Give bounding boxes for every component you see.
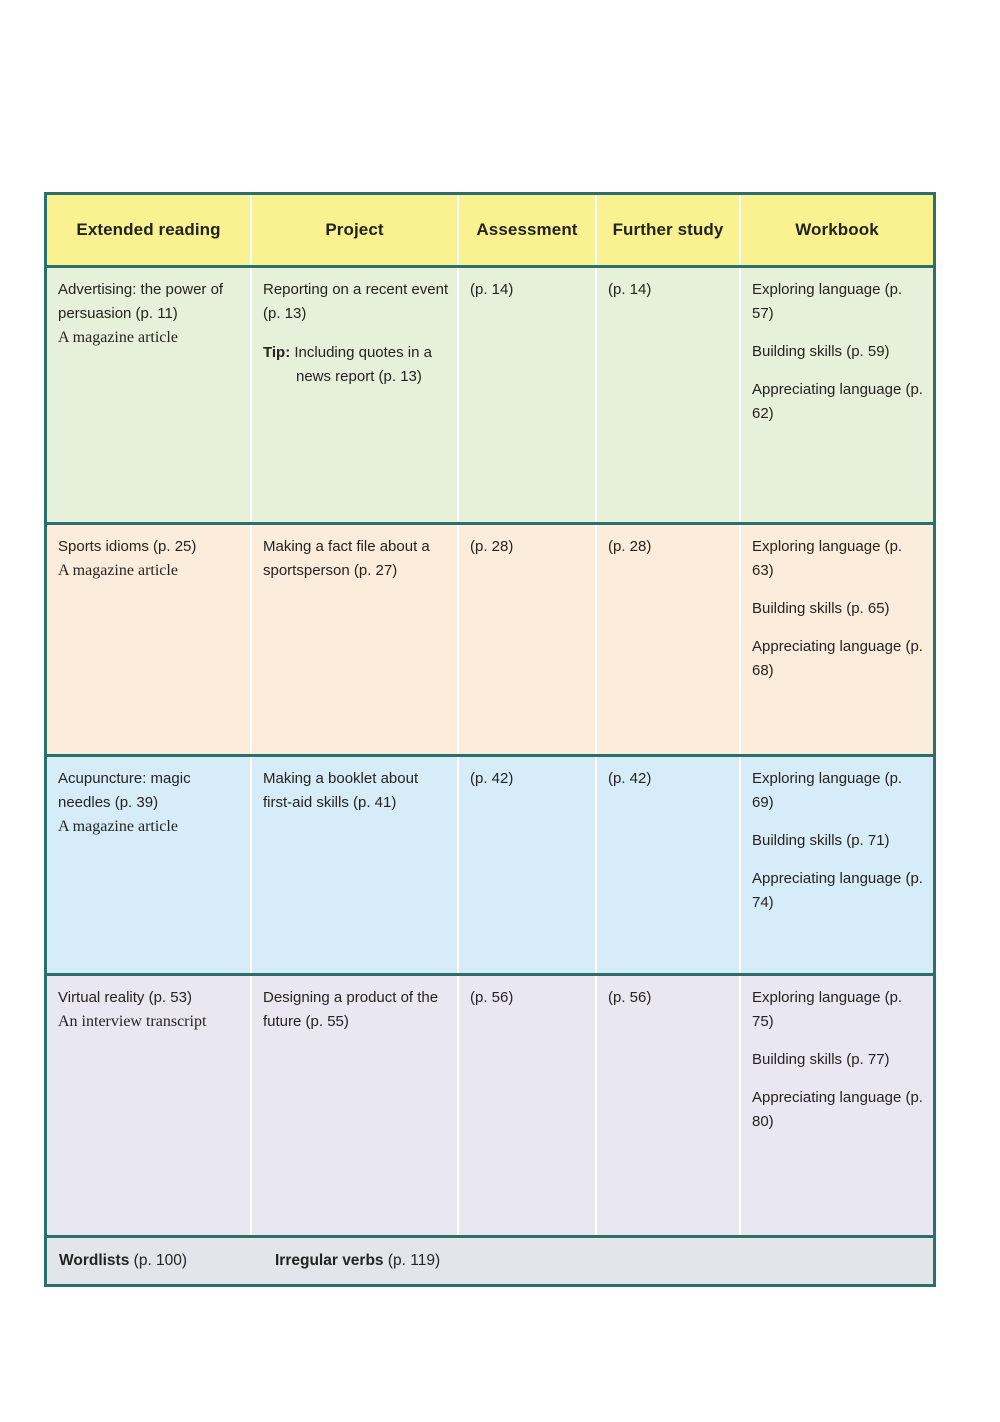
- workbook-item: Building skills (p. 65): [752, 600, 890, 617]
- further-study-cell: [597, 757, 741, 973]
- workbook-item: Appreciating language (p. 80): [752, 1089, 923, 1130]
- workbook-item: Exploring language (p. 63): [752, 538, 903, 579]
- extended-reading-cell: [47, 525, 252, 754]
- irregular-verbs-entry: [275, 1252, 440, 1270]
- assessment-page: (p. 14): [470, 281, 514, 298]
- project-text: Making a booklet about first-aid skills (p. 41): [263, 770, 419, 811]
- workbook-item: Appreciating language (p. 74): [752, 870, 923, 911]
- workbook-cell: [741, 757, 933, 973]
- project-cell: [252, 525, 459, 754]
- reading-title: Virtual reality (p. 53): [58, 989, 192, 1006]
- workbook-item: Exploring language (p. 69): [752, 770, 903, 811]
- wordlists-entry: [59, 1252, 275, 1270]
- irregular-verbs-page: (p. 119): [387, 1252, 441, 1269]
- workbook-item: Building skills (p. 77): [752, 1051, 890, 1068]
- further-study-page: (p. 28): [608, 538, 652, 555]
- table-header-row: [47, 195, 933, 265]
- project-tip: [263, 341, 449, 389]
- project-cell: [252, 976, 459, 1235]
- reading-genre: A magazine article: [58, 329, 178, 346]
- project-text: Designing a product of the future (p. 55): [263, 989, 439, 1030]
- extended-reading-cell: [47, 757, 252, 973]
- workbook-item: Exploring language (p. 57): [752, 281, 903, 322]
- tip-text: Including quotes in a news report (p. 13): [294, 344, 432, 385]
- column-header-extended-reading: Extended reading: [47, 195, 252, 265]
- table-row: [47, 754, 933, 973]
- column-header-workbook: Workbook: [795, 220, 879, 239]
- extended-reading-cell: [47, 268, 252, 522]
- table-footer-row: [47, 1235, 933, 1284]
- syllabus-table: [44, 192, 936, 1287]
- reading-title: Acupuncture: magic needles (p. 39): [58, 770, 191, 811]
- workbook-item: Exploring language (p. 75): [752, 989, 903, 1030]
- assessment-page: (p. 42): [470, 770, 514, 787]
- assessment-cell: [459, 268, 597, 522]
- workbook-cell: [741, 525, 933, 754]
- table-row: [47, 973, 933, 1235]
- table-row: [47, 522, 933, 754]
- wordlists-label: Wordlists: [59, 1252, 130, 1269]
- table-row: [47, 265, 933, 522]
- workbook-item: Appreciating language (p. 62): [752, 381, 923, 422]
- project-text: Making a fact file about a sportsperson (p. 27): [263, 538, 430, 579]
- irregular-verbs-label: Irregular verbs: [275, 1252, 384, 1269]
- reading-genre: A magazine article: [58, 562, 178, 579]
- project-cell: [252, 268, 459, 522]
- project-text: Reporting on a recent event (p. 13): [263, 281, 449, 322]
- workbook-item: Building skills (p. 59): [752, 343, 890, 360]
- workbook-cell: [741, 976, 933, 1235]
- column-header-project: Project: [252, 195, 459, 265]
- workbook-cell: [741, 268, 933, 522]
- assessment-cell: [459, 976, 597, 1235]
- further-study-cell: [597, 976, 741, 1235]
- reading-title: Advertising: the power of persuasion (p. 11): [58, 281, 224, 322]
- project-cell: [252, 757, 459, 973]
- assessment-cell: [459, 525, 597, 754]
- assessment-page: (p. 56): [470, 989, 514, 1006]
- further-study-cell: [597, 268, 741, 522]
- workbook-item: Appreciating language (p. 68): [752, 638, 923, 679]
- reading-title: Sports idioms (p. 25): [58, 538, 197, 555]
- further-study-page: (p. 42): [608, 770, 652, 787]
- column-header-assessment: Assessment: [459, 195, 597, 265]
- assessment-cell: [459, 757, 597, 973]
- workbook-item: Building skills (p. 71): [752, 832, 890, 849]
- further-study-cell: [597, 525, 741, 754]
- tip-label: Tip:: [263, 344, 291, 361]
- extended-reading-cell: [47, 976, 252, 1235]
- column-header-further-study: Further study: [597, 195, 741, 265]
- further-study-page: (p. 56): [608, 989, 652, 1006]
- reading-genre: An interview transcript: [58, 1013, 207, 1030]
- wordlists-page: (p. 100): [133, 1252, 188, 1269]
- reading-genre: A magazine article: [58, 818, 178, 835]
- further-study-page: (p. 14): [608, 281, 652, 298]
- assessment-page: (p. 28): [470, 538, 514, 555]
